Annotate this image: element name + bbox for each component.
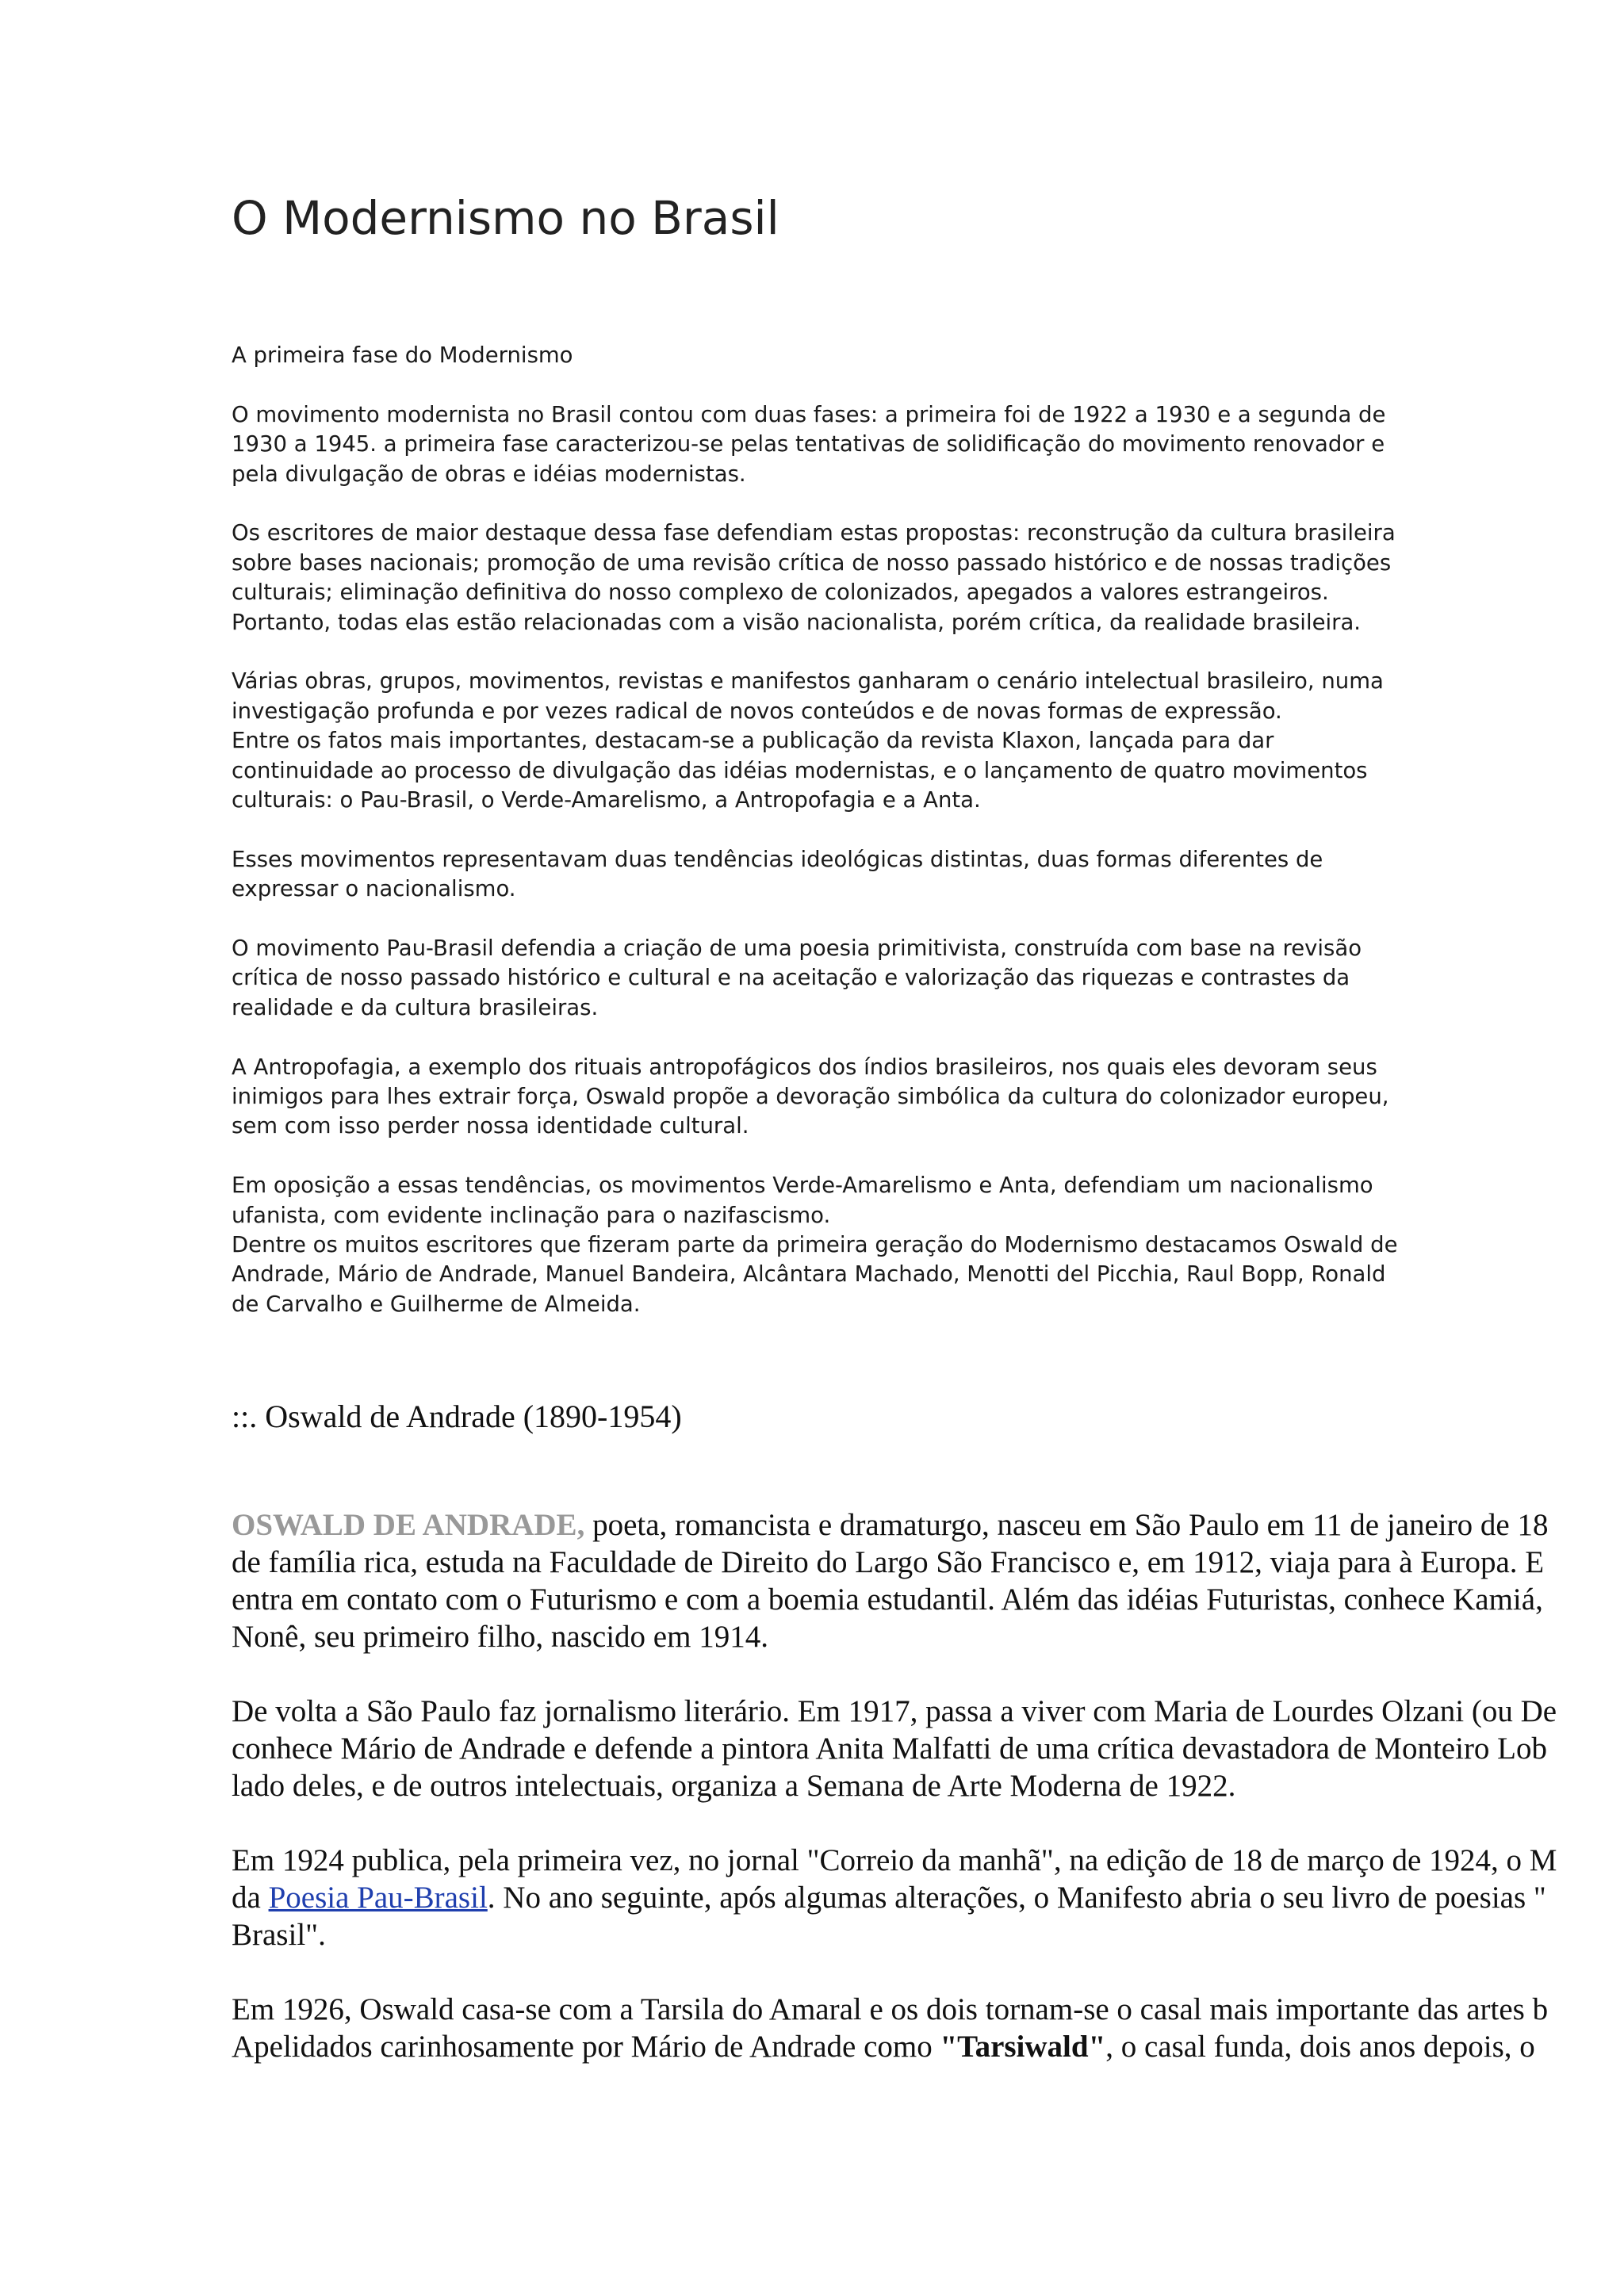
text-line: Portanto, todas elas estão relacionadas com a visão nacionalista, porém crítica, da realidade brasileira. [232,609,1362,635]
paragraph [232,400,1389,489]
text-line: de família rica, estuda na Faculdade de Direito do Largo São Francisco e, em 1912, viaja para à Europa. E [232,1545,1545,1579]
text-span: , o casal funda, dois anos depois, o [1105,2030,1535,2064]
text-line: conhece Mário de Andrade e defende a pintora Anita Malfatti de uma crítica devastadora de Monteiro Lob [232,1732,1548,1766]
text-line: Esses movimentos representavam duas tendências ideológicas distintas, duas formas diferentes de [232,846,1323,872]
paragraph [232,1171,1398,1319]
text-span: . No ano seguinte, após algumas alterações, o Manifesto abria o seu livro de poesias " [487,1881,1546,1915]
text-line: sem com isso perder nossa identidade cultural. [232,1113,749,1139]
subtitle [232,341,1389,370]
text-line: Andrade, Mário de Andrade, Manuel Bandeira, Alcântara Machado, Menotti del Picchia, Raul Bopp, Ronald [232,1261,1386,1288]
paragraph [232,1506,1624,1655]
text-line: inimigos para lhes extrair força, Oswald propõe a devoração simbólica da cultura do colonizador europeu, [232,1084,1389,1110]
text-line: A Antropofagia, a exemplo dos rituais antropofágicos dos índios brasileiros, nos quais eles devoram seus [232,1054,1377,1080]
text-line: continuidade ao processo de divulgação das idéias modernistas, e o lançamento de quatro movimentos [232,757,1368,783]
intro-text [232,341,1398,1349]
author-name: OSWALD DE ANDRADE, [232,1508,585,1542]
text-line: sobre bases nacionais; promoção de uma revisão crítica de nosso passado histórico e de nossas tradições [232,549,1392,576]
text-line: Em oposição a essas tendências, os movimentos Verde-Amarelismo e Anta, defendiam um nacionalismo [232,1173,1373,1199]
subtitle-text: A primeira fase do Modernismo [232,342,573,368]
text-line: investigação profunda e por vezes radical de novos conteúdos e de novas formas de expressão. [232,698,1282,724]
text-line: expressar o nacionalismo. [232,876,516,902]
paragraph [232,934,1389,1023]
nickname-bold: "Tarsiwald" [940,2030,1106,2064]
text-line: Brasil". [232,1918,326,1952]
text-line: Em 1926, Oswald casa-se com a Tarsila do Amaral e os dois tornam-se o casal mais importante das artes b [232,1992,1549,2026]
text-line: pela divulgação de obras e idéias modernistas. [232,461,746,487]
text-line: lado deles, e de outros intelectuais, organiza a Semana de Arte Moderna de 1922. [232,1769,1236,1803]
paragraph [232,1053,1389,1142]
biography-text [232,1506,1624,2103]
text-line: O movimento modernista no Brasil contou com duas fases: a primeira foi de 1922 a 1930 e a segunda de [232,401,1386,427]
text-line: crítica de nosso passado histórico e cultural e na aceitação e valorização das riquezas e contrastes da [232,965,1350,991]
text-line: Nonê, seu primeiro filho, nascido em 1914. [232,1620,768,1654]
text-line: realidade e da cultura brasileiras. [232,994,599,1020]
text-line: Várias obras, grupos, movimentos, revistas e manifestos ganharam o cenário intelectual brasileiro, numa [232,668,1384,695]
text-span: Apelidados carinhosamente por Mário de Andrade como [232,2030,940,2064]
text-line: Os escritores de maior destaque dessa fase defendiam estas propostas: reconstrução da cultura brasileira [232,520,1396,546]
text-line: ufanista, com evidente inclinação para o nazifascismo. [232,1202,831,1228]
text-span: poeta, romancista e dramaturgo, nasceu em São Paulo em 11 de janeiro de 18 [584,1508,1549,1542]
text-span: da [232,1881,269,1915]
paragraph [232,519,1396,637]
paragraph [232,1693,1624,1804]
text-line: Dentre os muitos escritores que fizeram parte da primeira geração do Modernismo destacamos Oswald de [232,1232,1398,1258]
text-line: O movimento Pau-Brasil defendia a criação de uma poesia primitivista, construída com base na revisão [232,936,1362,962]
poesia-pau-brasil-link[interactable]: Poesia Pau-Brasil [268,1881,488,1915]
text-line: 1930 a 1945. a primeira fase caracterizou-se pelas tentativas de solidificação do movimento renovador e [232,431,1385,457]
text-line [232,2028,1624,2065]
section-heading: ::. Oswald de Andrade (1890-1954) [232,1399,682,1434]
text-line: culturais; eliminação definitiva do nosso complexo de colonizados, apegados a valores estrangeiros. [232,580,1329,606]
paragraph [232,845,1389,905]
text-line: culturais: o Pau-Brasil, o Verde-Amarelismo, a Antropofagia e a Anta. [232,787,981,813]
paragraph [232,1842,1624,1954]
text-line: Em 1924 publica, pela primeira vez, no jornal "Correio da manhã", na edição de 18 de março de 1924, o M [232,1843,1557,1877]
paragraph [232,1991,1624,2065]
paragraph [232,667,1389,815]
text-line: De volta a São Paulo faz jornalismo literário. Em 1917, passa a viver com Maria de Lourdes Olzani (ou De [232,1694,1557,1728]
page-title: O Modernismo no Brasil [232,191,779,245]
text-line: de Carvalho e Guilherme de Almeida. [232,1291,641,1317]
text-line [232,1506,1624,1544]
text-line: entra em contato com o Futurismo e com a boemia estudantil. Além das idéias Futuristas, conhece Kamiá, [232,1582,1543,1617]
text-line: Entre os fatos mais importantes, destacam-se a publicação da revista Klaxon, lançada para dar [232,728,1274,754]
text-line [232,1879,1624,1916]
